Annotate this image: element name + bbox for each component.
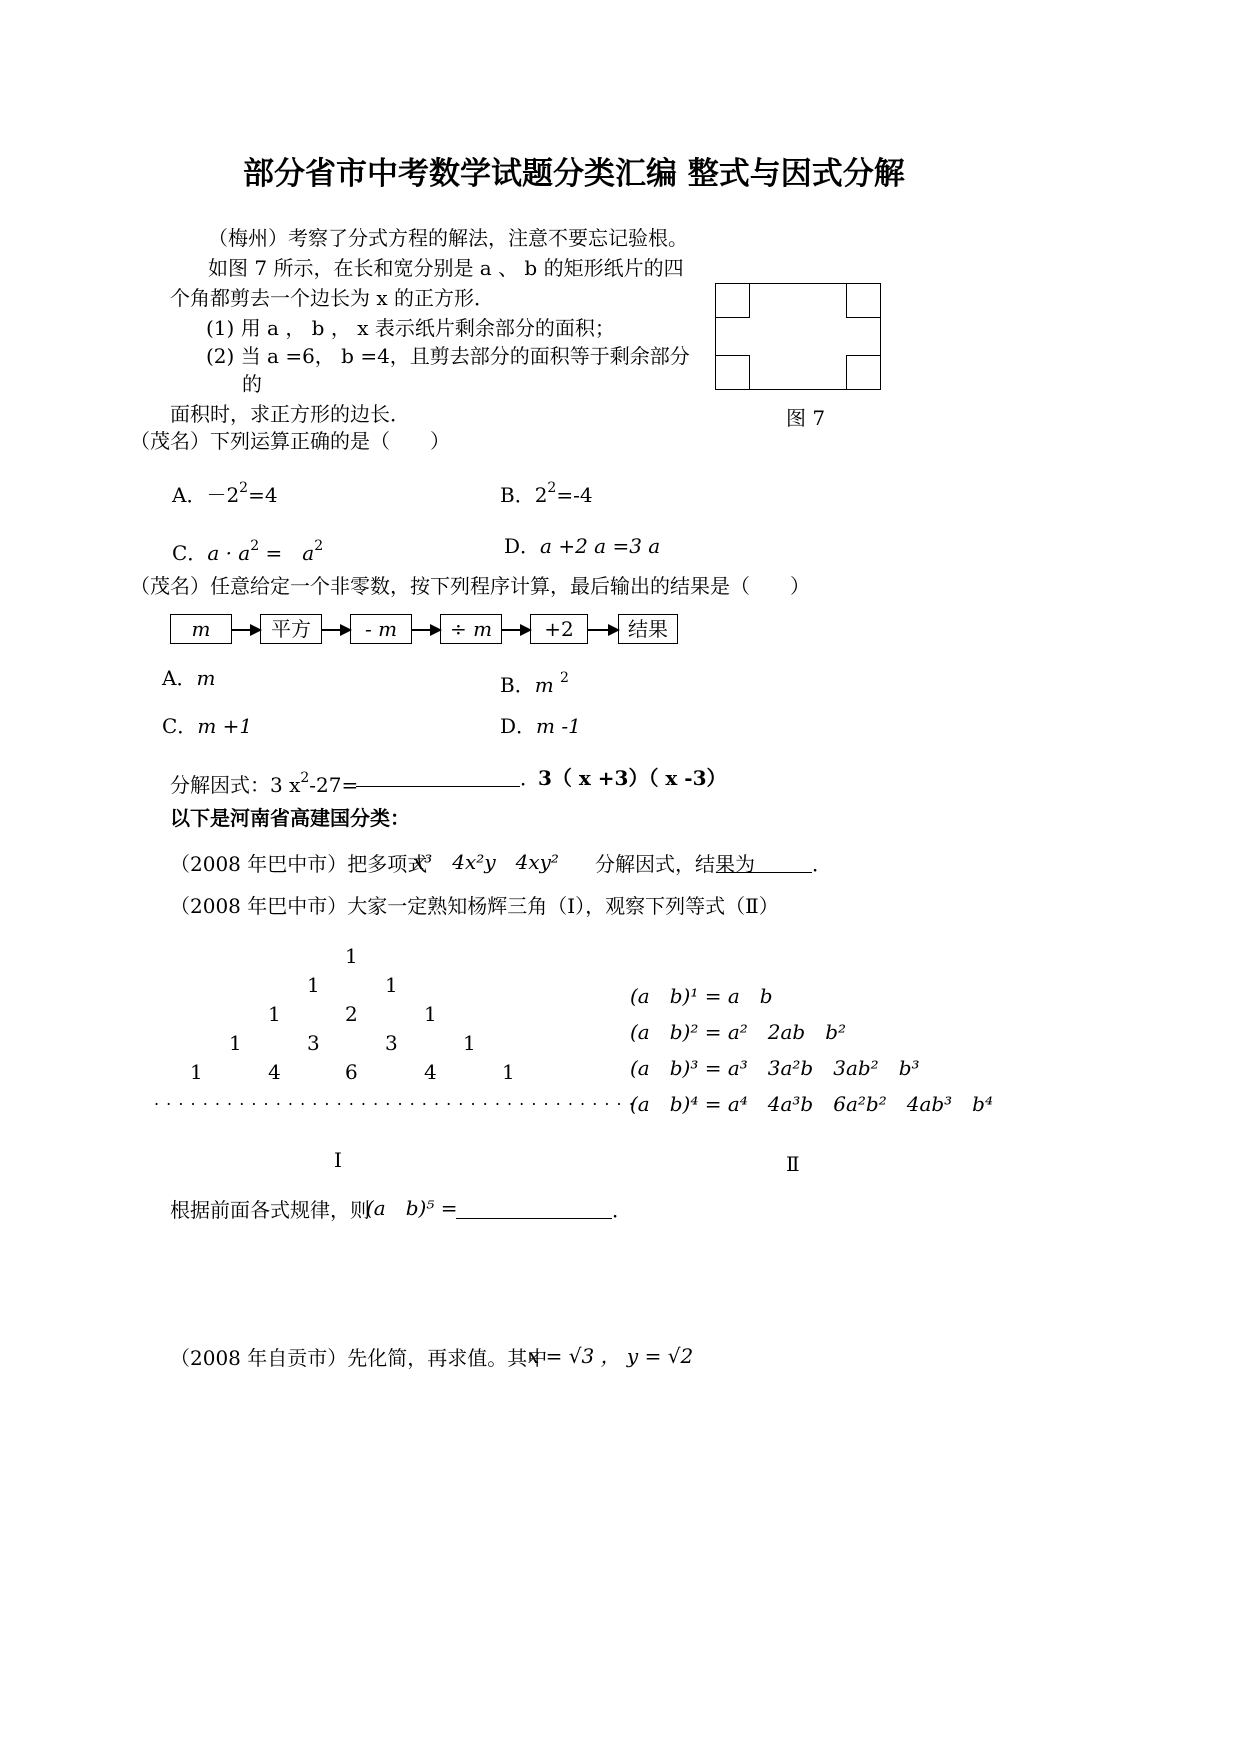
pascal-number: 1	[229, 1031, 242, 1055]
flow-box-minus: - m	[350, 614, 412, 644]
pascal-number: 1	[463, 1031, 476, 1055]
meizhou-q2-cont: 的	[242, 372, 262, 396]
flow-box-divide: ÷ m	[440, 614, 502, 644]
bazhong1-text2: 分解因式，结果为	[595, 852, 755, 876]
option-c-exponent-2: 2	[314, 538, 324, 554]
m2-option-b-exponent: 2	[560, 670, 569, 686]
flow-arrow	[588, 629, 618, 631]
option-d-expr: a +2 a =3 a	[540, 534, 661, 558]
option-b-exponent: 2	[547, 480, 557, 496]
flow-arrow	[322, 629, 350, 631]
figure-caption: 图 7	[786, 406, 826, 430]
option-c-label: C．	[172, 541, 208, 565]
pascal-number: 1	[502, 1060, 515, 1084]
page-title: 部分省市中考数学试题分类汇编 整式与因式分解	[243, 156, 905, 192]
m2-option-b-label: B．	[500, 673, 535, 697]
pascal-ellipsis: . . . . . . . . . . . . . . . . . . . . . . . . . . . . . . . . . . . . . . . .	[154, 1090, 635, 1109]
m2-option-b	[500, 666, 569, 697]
rule-formula: (a b)⁵ =	[366, 1196, 458, 1220]
bazhong1-end: ．	[812, 852, 832, 876]
pascal-number: 1	[268, 1002, 281, 1026]
m2-option-d	[500, 714, 581, 738]
zigong-text: （2008 年自贡市）先化简，再求值。其中	[170, 1346, 548, 1370]
meizhou-line1: 如图 7 所示，在长和宽分别是 a 、 b 的矩形纸片的四	[208, 256, 684, 280]
pascal-number: 3	[385, 1031, 398, 1055]
meizhou-line2: 个角都剪去一个边长为 x 的正方形．	[170, 286, 494, 310]
maoming1-question: （茂名）下列运算正确的是（ ）	[130, 429, 450, 453]
flow-box-result: 结果	[618, 614, 678, 644]
rule-text: 根据前面各式规律，则	[170, 1198, 370, 1222]
option-a-rest: =4	[248, 483, 278, 507]
factor-answer: 3（ x +3）（ x -3）	[538, 766, 727, 790]
option-a-exponent: 2	[239, 480, 249, 496]
rule-end: ．	[612, 1198, 632, 1222]
option-c	[172, 534, 323, 565]
pascal-number: 1	[345, 944, 358, 968]
option-b-label: B．2	[500, 483, 548, 507]
pascal-number: 2	[345, 1002, 358, 1026]
flow-box-input: m	[170, 614, 232, 644]
corner-square	[715, 283, 750, 318]
m2-option-a-label: A．	[162, 666, 197, 690]
option-a	[172, 476, 278, 507]
pascal-number: 1	[385, 973, 398, 997]
label-I: Ⅰ	[334, 1148, 342, 1172]
factor-question	[170, 766, 358, 797]
pascal-number: 4	[268, 1060, 281, 1084]
factor-answer-blank	[356, 786, 520, 787]
m2-option-a-value: m	[196, 666, 216, 690]
flow-box-plus: +2	[530, 614, 588, 644]
corner-square	[715, 355, 750, 390]
flow-arrow	[232, 629, 260, 631]
m2-option-a	[162, 666, 215, 690]
pascal-number: 1	[307, 973, 320, 997]
option-c-eq: = a	[265, 541, 315, 565]
m2-option-d-value: m -1	[536, 714, 581, 738]
pascal-number: 1	[190, 1060, 203, 1084]
option-b	[500, 476, 593, 507]
label-II: Ⅱ	[786, 1152, 800, 1176]
flow-arrow	[412, 629, 440, 631]
meizhou-q2-end: 面积时，求正方形的边长．	[170, 402, 410, 426]
option-c-expr: a · a	[207, 541, 251, 565]
factor-prefix: 分解因式：3 x	[170, 773, 301, 797]
meizhou-q2: (2) 当 a =6， b =4，且剪去部分的面积等于剩余部分	[206, 344, 690, 368]
meizhou-intro: （梅州）考察了分式方程的解法，注意不要忘记验根。	[208, 226, 688, 250]
option-a-label: A．－2	[172, 483, 240, 507]
m2-option-d-label: D．	[500, 714, 537, 738]
pascal-number: 1	[424, 1002, 437, 1026]
pascal-number: 6	[345, 1060, 358, 1084]
zigong-formula: x = √3 ， y = √2	[528, 1344, 694, 1368]
binomial-eq-2: (a b)² = a² 2ab b²	[630, 1020, 847, 1044]
pascal-number: 3	[307, 1031, 320, 1055]
meizhou-q1: (1) 用 a ， b ， x 表示纸片剩余部分的面积；	[206, 316, 615, 340]
corner-square	[846, 355, 881, 390]
bazhong1-polynomial: x³ 4x²y 4xy²	[413, 850, 559, 874]
corner-square	[846, 283, 881, 318]
bazhong1-answer-blank	[716, 872, 812, 873]
factor-rest: -27=	[309, 773, 359, 797]
binomial-eq-1: (a b)¹ = a b	[630, 984, 773, 1008]
m2-option-c-label: C．	[162, 714, 198, 738]
m2-option-b-value: m	[534, 673, 554, 697]
option-d-label: D．	[504, 534, 541, 558]
factor-exponent: 2	[300, 770, 310, 786]
binomial-eq-3: (a b)³ = a³ 3a²b 3ab² b³	[630, 1056, 920, 1080]
option-d	[504, 534, 660, 558]
flow-arrow	[502, 629, 530, 631]
binomial-eq-4: (a b)⁴ = a⁴ 4a³b 6a²b² 4ab³ b⁴	[630, 1092, 994, 1116]
bazhong1-text: （2008 年巴中市）把多项式	[170, 852, 428, 876]
option-c-exponent: 2	[250, 538, 260, 554]
section-header: 以下是河南省高建国分类：	[170, 806, 410, 830]
m2-option-c-value: m +1	[197, 714, 253, 738]
factor-dot: ．	[520, 766, 540, 790]
bazhong2-text: （2008 年巴中市）大家一定熟知杨辉三角（Ⅰ），观察下列等式（Ⅱ）	[170, 894, 779, 918]
pascal-number: 4	[424, 1060, 437, 1084]
rule-answer-blank	[456, 1218, 612, 1219]
option-b-rest: =-4	[556, 483, 593, 507]
maoming2-question: （茂名）任意给定一个非零数，按下列程序计算，最后输出的结果是（ ）	[130, 574, 810, 598]
flow-box-square: 平方	[260, 614, 322, 644]
m2-option-c	[162, 714, 252, 738]
